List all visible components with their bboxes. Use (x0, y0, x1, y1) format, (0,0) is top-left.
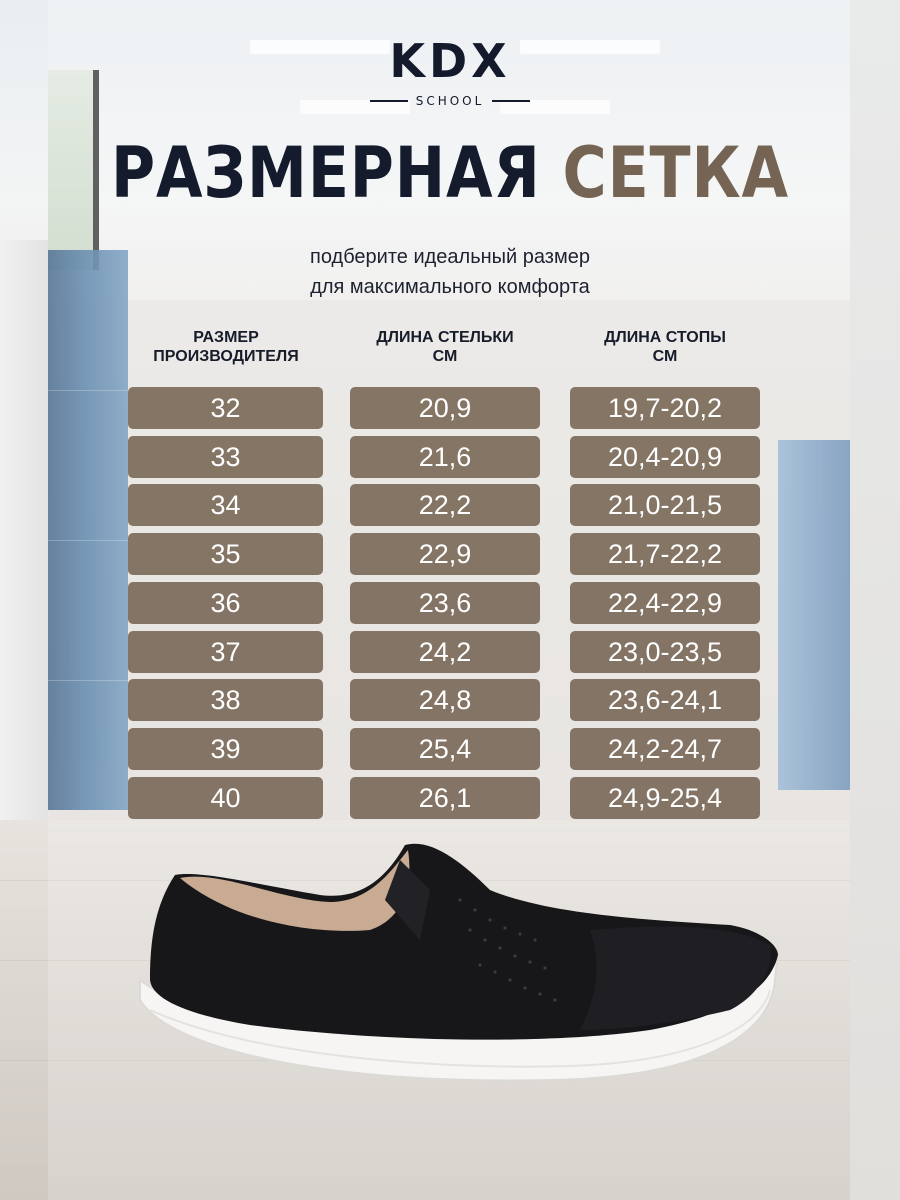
cell-manufacturer-size: 39 (128, 728, 323, 770)
cell-manufacturer-size: 32 (128, 387, 323, 429)
cell-manufacturer-size: 34 (128, 484, 323, 526)
cell-foot-length: 24,9-25,4 (570, 777, 760, 819)
brand-logo (0, 34, 900, 108)
cell-insole-length: 22,9 (350, 533, 540, 575)
header-manufacturer-size (128, 328, 324, 366)
logo-rule (370, 100, 408, 102)
cell-insole-length: 24,8 (350, 679, 540, 721)
logo-rule (492, 100, 530, 102)
header-line: СМ (652, 348, 678, 365)
wall-right (850, 0, 900, 1200)
cell-insole-length: 22,2 (350, 484, 540, 526)
title-part1: РАЗМЕРНАЯ (110, 132, 541, 214)
page-subtitle (0, 242, 900, 302)
cell-manufacturer-size: 40 (128, 777, 323, 819)
cell-insole-length: 24,2 (350, 631, 540, 673)
cell-foot-length: 21,7-22,2 (570, 533, 760, 575)
cell-manufacturer-size: 38 (128, 679, 323, 721)
cell-foot-length: 23,0-23,5 (570, 631, 760, 673)
subtitle-line1: подберите идеальный размер (310, 246, 590, 268)
cell-insole-length: 26,1 (350, 777, 540, 819)
cell-foot-length: 20,4-20,9 (570, 436, 760, 478)
wall-left (0, 240, 50, 820)
brand-sub: SCHOOL (415, 94, 485, 108)
cell-insole-length: 21,6 (350, 436, 540, 478)
header-line: ДЛИНА СТОПЫ (604, 329, 726, 346)
header-line: РАЗМЕР (193, 329, 259, 346)
cell-foot-length: 19,7-20,2 (570, 387, 760, 429)
cell-foot-length: 21,0-21,5 (570, 484, 760, 526)
shoe-image (130, 830, 790, 1130)
cell-insole-length: 20,9 (350, 387, 540, 429)
header-line: ПРОИЗВОДИТЕЛЯ (153, 348, 299, 365)
header-foot-length (570, 328, 760, 366)
header-insole-length (350, 328, 540, 366)
cell-manufacturer-size: 37 (128, 631, 323, 673)
brand-name: KDX (389, 34, 511, 88)
page-title (63, 132, 837, 214)
cell-foot-length: 22,4-22,9 (570, 582, 760, 624)
header-line: ДЛИНА СТЕЛЬКИ (376, 329, 514, 346)
cell-foot-length: 24,2-24,7 (570, 728, 760, 770)
cell-insole-length: 23,6 (350, 582, 540, 624)
cell-manufacturer-size: 33 (128, 436, 323, 478)
header-line: СМ (432, 348, 458, 365)
cell-insole-length: 25,4 (350, 728, 540, 770)
cell-foot-length: 23,6-24,1 (570, 679, 760, 721)
cell-manufacturer-size: 36 (128, 582, 323, 624)
title-part2: СЕТКА (562, 132, 790, 214)
cell-manufacturer-size: 35 (128, 533, 323, 575)
subtitle-line2: для максимального комфорта (310, 276, 590, 298)
